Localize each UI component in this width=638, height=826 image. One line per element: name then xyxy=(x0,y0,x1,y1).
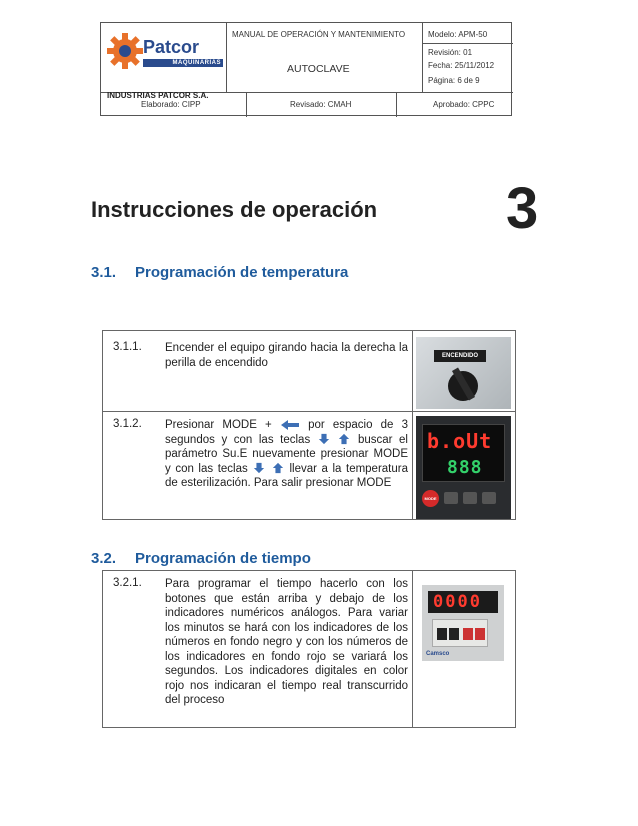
reviewed-by: Revisado: CMAH xyxy=(290,100,352,109)
pv-display: b.oUt xyxy=(427,429,493,453)
section-number: 3.2. xyxy=(91,550,117,567)
document-title: AUTOCLAVE xyxy=(287,63,350,75)
step-text: Encender el equipo girando hacia la derecha la perilla de encendido xyxy=(165,342,408,369)
timer-display xyxy=(428,591,498,613)
temperature-controller-photo xyxy=(416,416,511,519)
thumbwheel-second xyxy=(475,628,485,640)
section-title: Programación de tiempo xyxy=(135,550,311,567)
company-name: INDUSTRIAS PATCOR S.A. xyxy=(107,91,209,100)
header-divider xyxy=(422,23,423,92)
header-divider xyxy=(246,92,247,117)
table-divider xyxy=(412,331,413,519)
chapter-title: Instrucciones de operación xyxy=(91,197,378,222)
chapter-number: 3 xyxy=(506,176,539,241)
steps-table xyxy=(102,330,516,520)
revision-field: Revisión: 01 xyxy=(428,48,473,57)
timer-digits: 0000 xyxy=(433,592,482,612)
thumbwheel-second xyxy=(463,628,473,640)
step-number: 3.2.1. xyxy=(113,577,142,589)
model-field: Modelo: APM-50 xyxy=(428,30,488,39)
arrow-down-icon xyxy=(252,462,266,474)
logo-tagline: MAQUINARIAS xyxy=(143,59,223,67)
mode-key: MODE xyxy=(422,490,439,507)
timer-brand: Camsco xyxy=(426,651,450,657)
steps-table xyxy=(102,570,516,728)
arrow-up-icon xyxy=(337,433,351,445)
approved-by: Aprobado: CPPC xyxy=(433,100,495,109)
step-text-part: llevar a la temperatura de esterilización. Para salir presionar MODE xyxy=(165,462,408,489)
date-field: Fecha: 25/11/2012 xyxy=(428,61,495,70)
manual-title: MANUAL DE OPERACIÓN Y MANTENIMIENTO xyxy=(232,30,406,39)
section-number: 3.1. xyxy=(91,264,117,281)
step-number: 3.1.1. xyxy=(113,341,142,353)
controller-display xyxy=(422,424,505,482)
arrow-down-icon xyxy=(317,433,331,445)
arrow-up-icon xyxy=(271,462,285,474)
sv-display: 888 xyxy=(447,457,483,478)
document-header xyxy=(100,22,512,116)
company-logo xyxy=(105,31,227,79)
step-text-part: por espacio de 3 segundos y con las teclas xyxy=(165,419,408,446)
page-field: Página: 6 de 9 xyxy=(428,76,480,85)
step-number: 3.1.2. xyxy=(113,418,142,430)
table-divider xyxy=(103,411,515,412)
thumbwheel-minute xyxy=(449,628,459,640)
header-divider xyxy=(396,92,397,117)
step-text-part: Presionar MODE + xyxy=(165,419,272,431)
section-heading xyxy=(91,264,348,281)
up-key xyxy=(482,492,496,504)
thumbwheel-minute xyxy=(437,628,447,640)
table-divider xyxy=(412,571,413,727)
step-text: Para programar el tiempo hacerlo con los botones que están arriba y debajo de los indicadores numéricos análogos. Para variar los minutos se hará con los indicadores de los números en fondo negro y con los números de los indicadores en fondo rojo se variará los segundos. Los indicadores digitales en color rojo nos indicaran el tiempo real transcurrido del proceso xyxy=(165,578,408,706)
gear-icon xyxy=(105,31,145,71)
step-text xyxy=(165,418,408,491)
prepared-by: Elaborado: CIPP xyxy=(141,100,201,109)
header-divider xyxy=(422,43,513,44)
thumbwheel-panel xyxy=(432,619,488,647)
left-key xyxy=(444,492,458,504)
power-switch-photo xyxy=(416,337,511,409)
step-text-part: buscar el parámetro Su.E nuevamente presionar MODE y con las teclas xyxy=(165,433,408,475)
timer-photo xyxy=(422,585,504,661)
section-title: Programación de temperatura xyxy=(135,264,349,281)
switch-label-plate: ENCENDIDO xyxy=(434,350,486,362)
arrow-left-icon xyxy=(280,419,300,431)
down-key xyxy=(463,492,477,504)
logo-wordmark: Patcor xyxy=(143,37,200,57)
section-heading xyxy=(91,550,311,567)
